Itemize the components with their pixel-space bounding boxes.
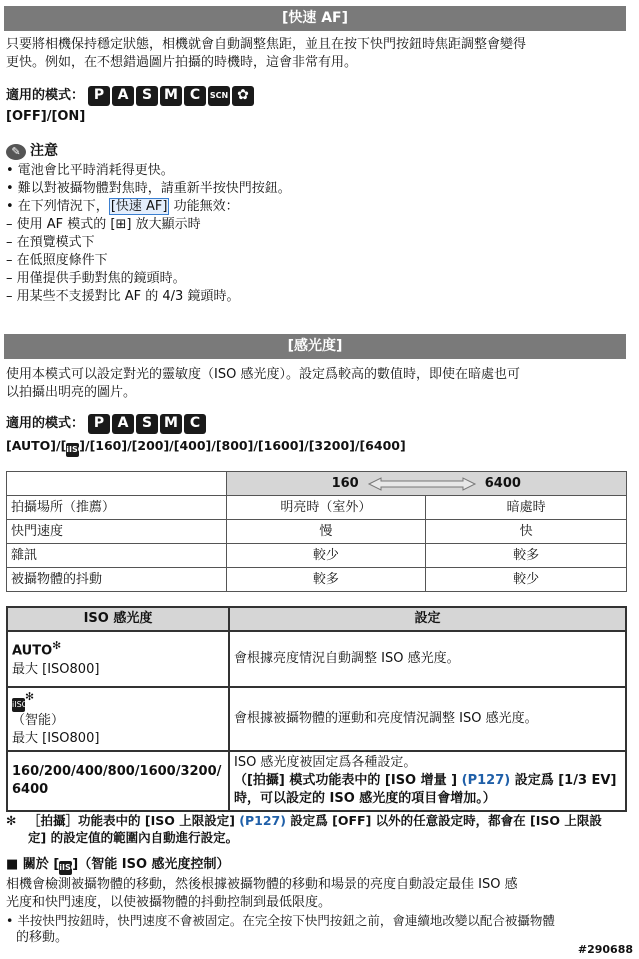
- section-title: [快速 AF]: [281, 9, 349, 26]
- iso-options: [0, 437, 639, 457]
- row-label: 拍攝場所（推薦）: [7, 496, 227, 520]
- table-row: [7, 568, 627, 592]
- note-text: 設定爲 [1/3 EV]: [510, 773, 617, 789]
- iso-desc: 會根據被攝物體的運動和亮度情況調整 ISO 感光度。: [229, 687, 626, 751]
- modes-label: 適用的模式：: [6, 416, 85, 432]
- iso-sub: （智能）: [12, 713, 65, 729]
- iso-high-label: 6400: [484, 475, 521, 491]
- applicable-modes: [0, 86, 639, 106]
- intro-line: 以拍攝出明亮的圖片。: [6, 384, 137, 400]
- bullet-text: 功能無效：: [169, 198, 239, 214]
- high-value: 較多: [426, 544, 627, 568]
- document-id: #290688: [577, 943, 633, 956]
- table-row: [7, 687, 626, 751]
- heading-text: ]（智能 ISO 感光度控制）: [72, 857, 230, 872]
- iso-auto-label: AUTO: [12, 643, 53, 659]
- table-header-row: [7, 607, 626, 631]
- note-text: （[拍攝] 模式功能表中的 [ISO 增量 ]: [233, 773, 462, 789]
- iso-desc: ISO 感光度被固定爲各種設定。: [233, 755, 417, 771]
- quick-af-highlight: [快速 AF]: [110, 198, 168, 214]
- col-setting-header: 設定: [229, 607, 626, 631]
- intro-line: 更快。例如，在不想錯過圖片拍攝的時機時，這會非常有用。: [6, 54, 358, 70]
- footnote-star: ✻: [25, 690, 35, 703]
- iso-comparison-table: [6, 471, 627, 592]
- about-heading: [0, 856, 639, 875]
- page-ref-link[interactable]: (P127): [461, 773, 511, 789]
- mode-p-icon: P: [88, 414, 110, 434]
- mode-icons: [88, 86, 254, 106]
- quick-af-options: [OFF]/[ON]: [6, 109, 86, 124]
- section-title: [感光度]: [287, 337, 343, 354]
- about-body: [0, 876, 639, 947]
- iso-values: 6400: [12, 782, 49, 798]
- row-label: 雜訊: [7, 544, 227, 568]
- about-bullet: 的移動。: [16, 930, 69, 946]
- low-value: 較多: [226, 568, 426, 592]
- mode-s-icon: S: [136, 414, 158, 434]
- about-line: 相機會檢測被攝物體的移動，然後根據被攝物體的移動和場景的亮度自動設定最佳 ISO 感: [6, 877, 518, 892]
- row-label: 快門速度: [7, 520, 227, 544]
- range-arrow-icon: [367, 477, 477, 491]
- page-ref-link[interactable]: (P127): [239, 813, 286, 828]
- condition-item: – 用某些不支援對比 AF 的 4/3 鏡頭時。: [6, 288, 240, 304]
- intelligent-iso-icon: iISO: [66, 443, 79, 457]
- heading-text: ■ 關於 [: [6, 857, 60, 872]
- note-bullet: • 電池會比平時消耗得更快。: [6, 163, 174, 178]
- table-row: [7, 631, 626, 687]
- iso-desc: 會根據亮度情況自動調整 ISO 感光度。: [229, 631, 626, 687]
- applicable-modes: [0, 414, 639, 434]
- iso-desc-note: 時，可以設定的 ISO 感光度的項目會增加。）: [233, 791, 496, 807]
- footnote: [0, 812, 639, 847]
- condition-item: – 在預覽模式下: [6, 234, 95, 250]
- mode-c-icon: C: [184, 414, 206, 434]
- mode-icons: [88, 414, 206, 434]
- header-blank-cell: [7, 472, 227, 496]
- note-bullet: • 難以對被攝物體對焦時，請重新半按快門按鈕。: [6, 180, 291, 196]
- intelligent-iso-icon: iISO: [12, 698, 25, 712]
- condition-item: – 用僅提供手動對焦的鏡頭時。: [6, 270, 186, 286]
- intro-line: 使用本模式可以設定對光的靈敏度（ISO 感光度）。設定爲較高的數值時，即使在暗處也可: [6, 367, 520, 382]
- iso-desc-cell: [229, 751, 626, 811]
- quick-af-intro: [0, 36, 639, 72]
- footnote-text: ［拍攝］功能表中的 [ISO 上限設定]: [28, 813, 240, 828]
- note-list: [0, 162, 639, 306]
- footnote-line: [6, 812, 633, 829]
- footnote-star: ✻: [52, 639, 62, 653]
- mode-m-icon: M: [160, 414, 182, 434]
- table-row: [7, 751, 626, 811]
- iso-name-cell: [7, 687, 229, 751]
- mode-a-icon: A: [112, 86, 134, 106]
- section-header-quick-af: [4, 6, 626, 31]
- iso-range: [231, 475, 622, 493]
- bullet-text: • 在下列情況下，: [6, 198, 109, 214]
- iso-max: 最大 [ISO800]: [12, 731, 100, 747]
- footnote-star: ✻: [6, 813, 17, 828]
- iso-name-cell: [7, 631, 229, 687]
- mode-a-icon: A: [112, 414, 134, 434]
- mode-scn-icon: SCN: [208, 86, 230, 106]
- note-bullet: [0, 198, 639, 216]
- options-text: [AUTO]/[: [6, 438, 67, 453]
- intelligent-iso-icon: iISO: [59, 861, 72, 875]
- condition-item: – 在低照度條件下: [6, 252, 108, 268]
- iso-name-cell: [7, 751, 229, 811]
- intro-line: 只要將相機保持穩定狀態，相機就會自動調整焦距，並且在按下快門按鈕時焦距調整會變得: [6, 37, 527, 52]
- about-bullet: • 半按快門按鈕時，快門速度不會被固定。在完全按下快門按鈕之前，會連續地改變以配合被攝物體: [6, 912, 555, 928]
- mode-s-icon: S: [136, 86, 158, 106]
- table-header-row: [7, 472, 627, 496]
- footnote-text: 設定爲 [OFF] 以外的任意設定時，都會在 [ISO 上限設: [285, 813, 602, 828]
- low-value: 明亮時（室外）: [226, 496, 426, 520]
- options-text: ]/[160]/[200]/[400]/[800]/[1600]/[3200]/[6400]: [79, 438, 406, 453]
- condition-item: – 使用 AF 模式的 [⊞] 放大顯示時: [6, 216, 201, 232]
- section-header-iso: [4, 334, 626, 359]
- table-row: [7, 520, 627, 544]
- table-row: [7, 544, 627, 568]
- note-heading: [0, 142, 639, 161]
- row-label: 被攝物體的抖動: [7, 568, 227, 592]
- iso-low-label: 160: [331, 475, 359, 491]
- high-value: 快: [426, 520, 627, 544]
- low-value: 慢: [226, 520, 426, 544]
- note-icon: ✎: [6, 144, 26, 160]
- iso-settings-table: [6, 606, 627, 812]
- mode-p-icon: P: [88, 86, 110, 106]
- note-title: 注意: [30, 143, 58, 159]
- about-line: 光度和快門速度，以使被攝物體的抖動控制到最低限度。: [6, 894, 332, 910]
- iso-range-cell: [226, 472, 626, 496]
- mode-c-icon: C: [184, 86, 206, 106]
- low-value: 較少: [226, 544, 426, 568]
- table-row: [7, 496, 627, 520]
- footnote-text: 定] 的設定值的範圍內自動進行設定。: [28, 830, 239, 846]
- iso-desc-note: [234, 772, 621, 790]
- mode-creative-icon: ✿: [232, 86, 254, 106]
- iso-max: 最大 [ISO800]: [12, 661, 100, 677]
- high-value: 暗處時: [426, 496, 627, 520]
- col-iso-header: ISO 感光度: [7, 607, 229, 631]
- modes-label: 適用的模式：: [6, 88, 85, 104]
- iso-values: 160/200/400/800/1600/3200/: [12, 764, 222, 780]
- mode-m-icon: M: [160, 86, 182, 106]
- high-value: 較少: [426, 568, 627, 592]
- iso-intro: [0, 366, 639, 402]
